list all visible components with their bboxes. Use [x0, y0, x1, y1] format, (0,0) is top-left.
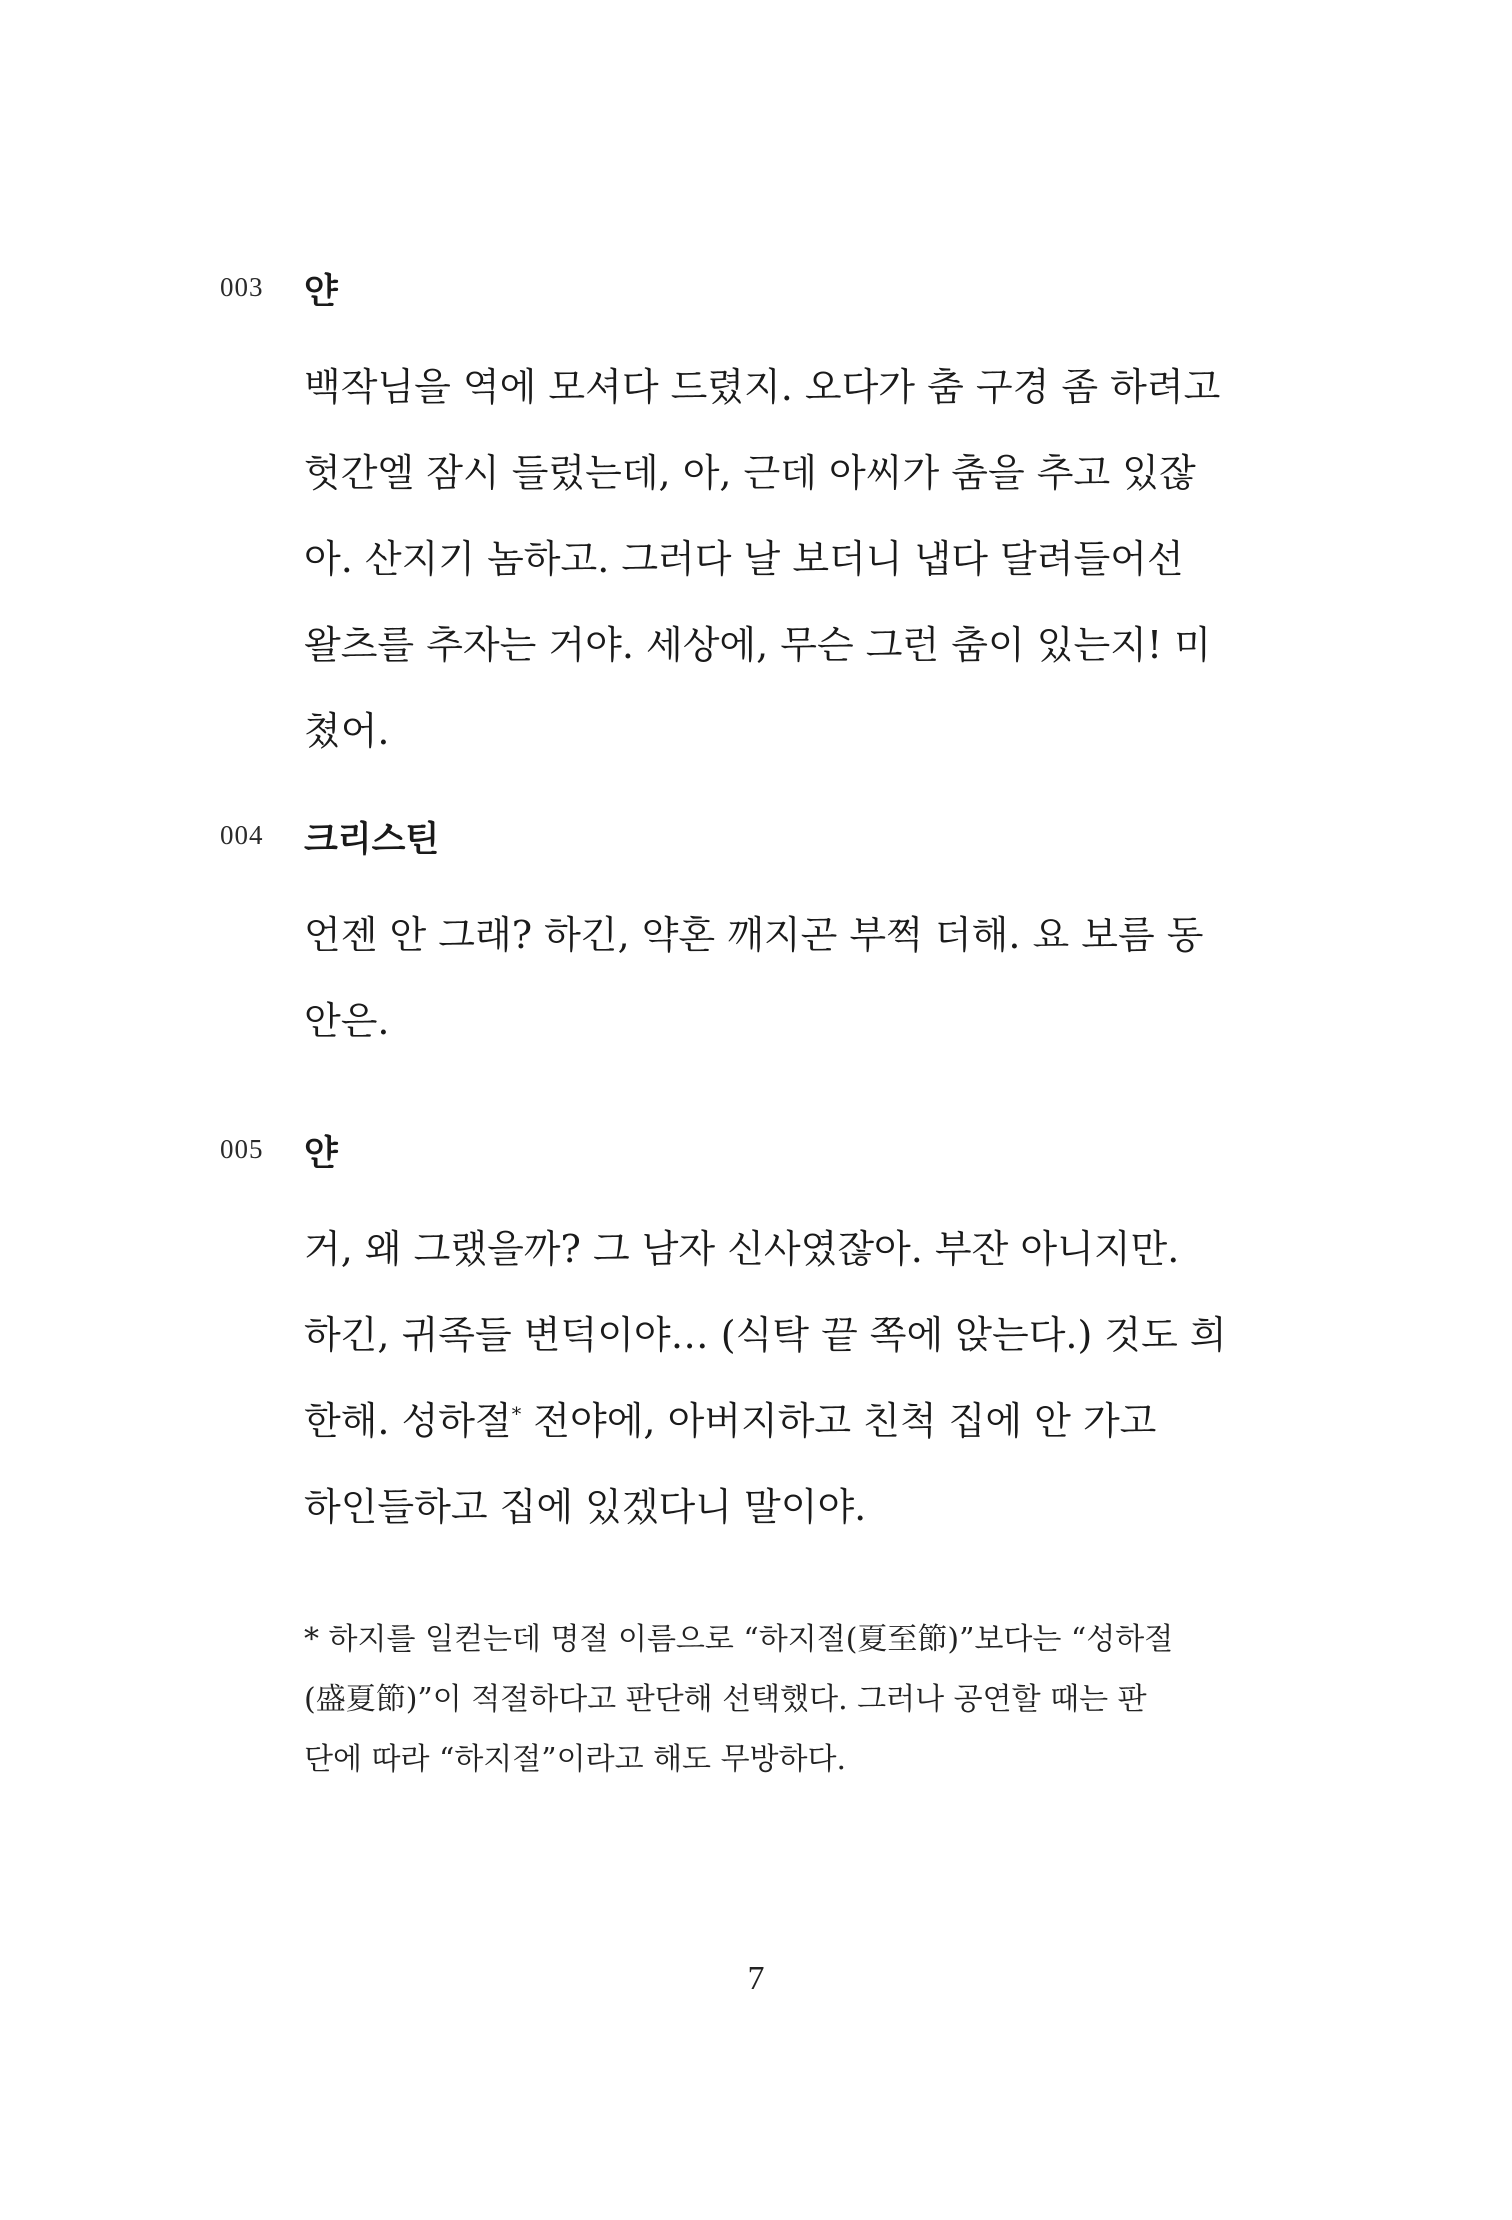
- speaker-name: 얀: [304, 272, 338, 312]
- speech-line: 헛간엘 잠시 들렀는데, 아, 근데 아씨가 춤을 추고 있잖: [304, 451, 1196, 495]
- speech-line-start: 한해. 성하절: [304, 1399, 512, 1443]
- entry-header: [220, 810, 1220, 870]
- page-number: 7: [747, 1960, 765, 1997]
- line-number: 004: [220, 820, 264, 850]
- footnote-line: * 하지를 일컫는데 명절 이름으로 “하지절(夏至節)”보다는 “성하절: [304, 1622, 1174, 1657]
- line-number: 003: [220, 272, 264, 302]
- entry-header: [220, 1124, 1220, 1184]
- dialogue-entry-003: [220, 262, 1220, 774]
- dialogue-entry-005: [220, 1124, 1227, 1550]
- speech-line: [304, 1378, 1216, 1464]
- speech-line: 언젠 안 그래? 하긴, 약혼 깨지곤 부쩍 더해. 요 보름 동: [304, 913, 1204, 957]
- footnote: [304, 1610, 1216, 1790]
- speech-line: 쳤어.: [304, 709, 390, 753]
- entry-header: [220, 262, 1220, 322]
- speech-line: 안은.: [304, 999, 390, 1043]
- line-number: 005: [220, 1134, 264, 1164]
- footnote-line: (盛夏節)”이 적절하다고 판단해 선택했다. 그러나 공연할 때는 판: [304, 1682, 1147, 1717]
- speech-line: 왈츠를 추자는 거야. 세상에, 무슨 그런 춤이 있는지! 미: [304, 623, 1211, 667]
- speech-line-rest: 전야에, 아버지하고 친척 집에 안 가고: [521, 1399, 1157, 1443]
- footnote-line: 단에 따라 “하지절”이라고 해도 무방하다.: [304, 1742, 847, 1777]
- speech-text: [304, 892, 1216, 1064]
- speaker-name: 크리스틴: [304, 820, 440, 860]
- speech-line: 거, 왜 그랬을까? 그 남자 신사였잖아. 부잔 아니지만.: [304, 1227, 1180, 1271]
- speech-line: 하인들하고 집에 있겠다니 말이야.: [304, 1485, 867, 1529]
- speech-line: 백작님을 역에 모셔다 드렸지. 오다가 춤 구경 좀 하려고: [304, 365, 1221, 409]
- speech-line: 아. 산지기 놈하고. 그러다 날 보더니 냅다 달려들어선: [304, 537, 1184, 581]
- speech-text: [304, 1206, 1227, 1550]
- footnote-marker: *: [511, 1403, 522, 1426]
- speech-line: 하긴, 귀족들 변덕이야… (식탁 끝 쪽에 앉는다.) 것도 희: [304, 1313, 1227, 1357]
- speaker-name: 얀: [304, 1134, 338, 1174]
- speech-text: [304, 344, 1221, 774]
- dialogue-entry-004: [220, 810, 1220, 1064]
